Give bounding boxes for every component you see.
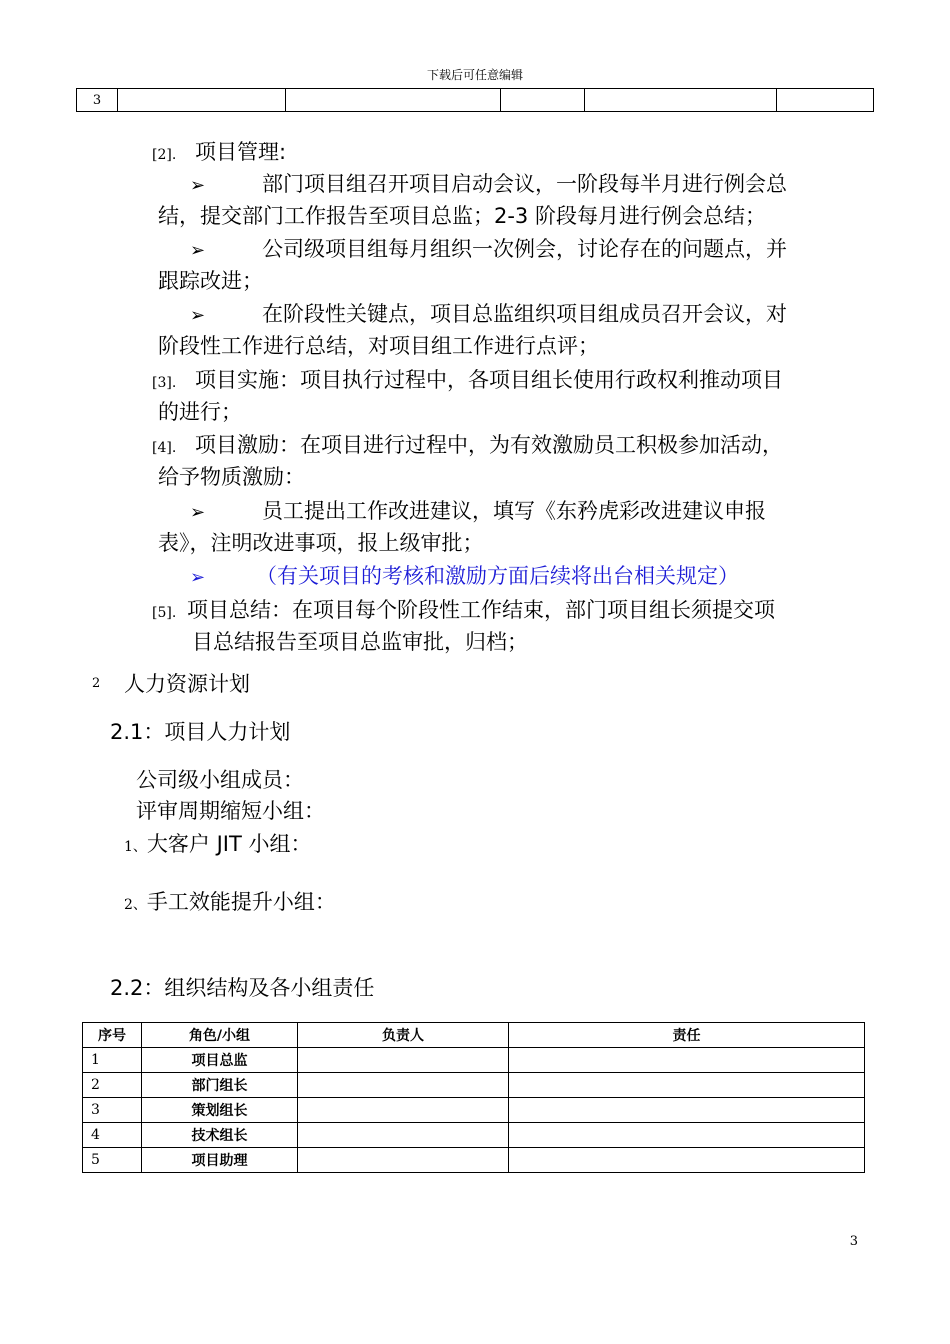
responsibility-cell	[509, 1098, 865, 1123]
column-header: 责任	[509, 1023, 865, 1048]
role-cell: 技术组长	[142, 1123, 298, 1148]
responsibility-cell	[509, 1148, 865, 1173]
paragraph-text: 项目激励：在项目进行过程中，为有效激励员工积极参加活动，	[194, 433, 783, 457]
arrow-bullet-icon: ➢	[190, 502, 206, 523]
table-cell	[118, 89, 286, 112]
bullet-text: 公司级项目组每月组织一次例会，讨论存在的问题点，并	[262, 237, 787, 261]
bullet-item	[190, 298, 205, 332]
list-marker: [2].	[152, 147, 177, 163]
table-row	[83, 1123, 865, 1148]
paragraph-text: 手工效能提升小组：	[146, 890, 336, 914]
paragraph-text: 评审周期缩短小组：	[136, 799, 325, 823]
row-number: 4	[83, 1123, 142, 1148]
responsibility-cell	[509, 1123, 865, 1148]
owner-cell	[298, 1148, 509, 1173]
continued-table	[76, 88, 874, 112]
table-row	[83, 1098, 865, 1123]
column-header: 序号	[83, 1023, 142, 1048]
paragraph-text: 公司级小组成员：	[136, 768, 304, 792]
arrow-bullet-icon: ➢	[190, 175, 206, 196]
paragraph-text: 项目总结：在项目每个阶段性工作结束，部门项目组长须提交项	[186, 598, 775, 622]
list-marker: 1、	[124, 839, 147, 855]
paragraph-text: 给予物质激励：	[158, 465, 305, 489]
table-header-row	[83, 1023, 865, 1048]
role-cell: 项目总监	[142, 1048, 298, 1073]
table-cell	[286, 89, 501, 112]
bullet-item	[190, 495, 205, 529]
bullet-text: 结，提交部门工作报告至项目总监；2-3 阶段每月进行例会总结；	[158, 204, 766, 228]
bullet-text-note: （有关项目的考核和激励方面后续将出台相关规定）	[256, 564, 739, 588]
paragraph-text: 项目实施：项目执行过程中，各项目组长使用行政权利推动项目	[194, 368, 783, 392]
list-marker: [5].	[152, 605, 177, 621]
section-heading: 人力资源计划	[124, 672, 250, 696]
arrow-bullet-icon: ➢	[190, 567, 206, 588]
row-number-cell: 3	[77, 89, 118, 112]
section-implementation	[152, 364, 783, 399]
role-cell: 策划组长	[142, 1098, 298, 1123]
subsection-heading: 2.2：组织结构及各小组责任	[110, 976, 375, 1000]
bullet-text: 在阶段性关键点，项目总监组织项目组成员召开会议，对	[262, 302, 787, 326]
page-number: 3	[849, 1234, 858, 1249]
table-row	[77, 89, 874, 112]
list-marker: 2、	[124, 897, 147, 913]
org-table	[82, 1022, 865, 1173]
arrow-bullet-icon: ➢	[190, 240, 206, 261]
responsibility-cell	[509, 1048, 865, 1073]
section-incentive	[152, 429, 783, 464]
bullet-text: 跟踪改进；	[158, 269, 263, 293]
bullet-text: 阶段性工作进行总结，对项目组工作进行点评；	[158, 334, 599, 358]
bullet-item	[190, 233, 205, 267]
numbered-item	[124, 886, 336, 921]
subsection-heading: 2.1：项目人力计划	[110, 720, 291, 744]
paragraph-text: 的进行；	[158, 400, 242, 424]
section-title: 项目管理:	[194, 140, 287, 164]
bullet-text: 表》，注明改进事项，报上级审批；	[158, 531, 484, 555]
owner-cell	[298, 1073, 509, 1098]
table-cell	[585, 89, 777, 112]
bullet-text: 部门项目组召开项目启动会议，一阶段每半月进行例会总	[262, 172, 787, 196]
owner-cell	[298, 1098, 509, 1123]
list-marker: [3].	[152, 375, 177, 391]
column-header: 角色/小组	[142, 1023, 298, 1048]
table-cell	[777, 89, 874, 112]
page-header: 下载后可任意编辑	[426, 68, 523, 82]
column-header: 负责人	[298, 1023, 509, 1048]
responsibility-cell	[509, 1073, 865, 1098]
row-number: 2	[83, 1073, 142, 1098]
bullet-item	[190, 168, 205, 202]
numbered-item	[124, 828, 312, 863]
arrow-bullet-icon: ➢	[190, 305, 206, 326]
table-row	[83, 1073, 865, 1098]
bullet-item	[190, 560, 205, 594]
paragraph-text: 大客户 JIT 小组：	[146, 832, 312, 856]
row-number: 1	[83, 1048, 142, 1073]
section-summary	[152, 594, 775, 629]
section-management-heading	[152, 136, 286, 171]
list-marker: [4].	[152, 440, 177, 456]
role-cell: 部门组长	[142, 1073, 298, 1098]
table-cell	[501, 89, 585, 112]
table-row	[83, 1148, 865, 1173]
role-cell: 项目助理	[142, 1148, 298, 1173]
bullet-text: 员工提出工作改进建议，填写《东矜虎彩改进建议申报	[262, 499, 766, 523]
paragraph-text: 目总结报告至项目总监审批，归档；	[192, 630, 528, 654]
owner-cell	[298, 1123, 509, 1148]
section-number: 2	[92, 676, 101, 691]
owner-cell	[298, 1048, 509, 1073]
row-number: 5	[83, 1148, 142, 1173]
row-number: 3	[83, 1098, 142, 1123]
table-row	[83, 1048, 865, 1073]
